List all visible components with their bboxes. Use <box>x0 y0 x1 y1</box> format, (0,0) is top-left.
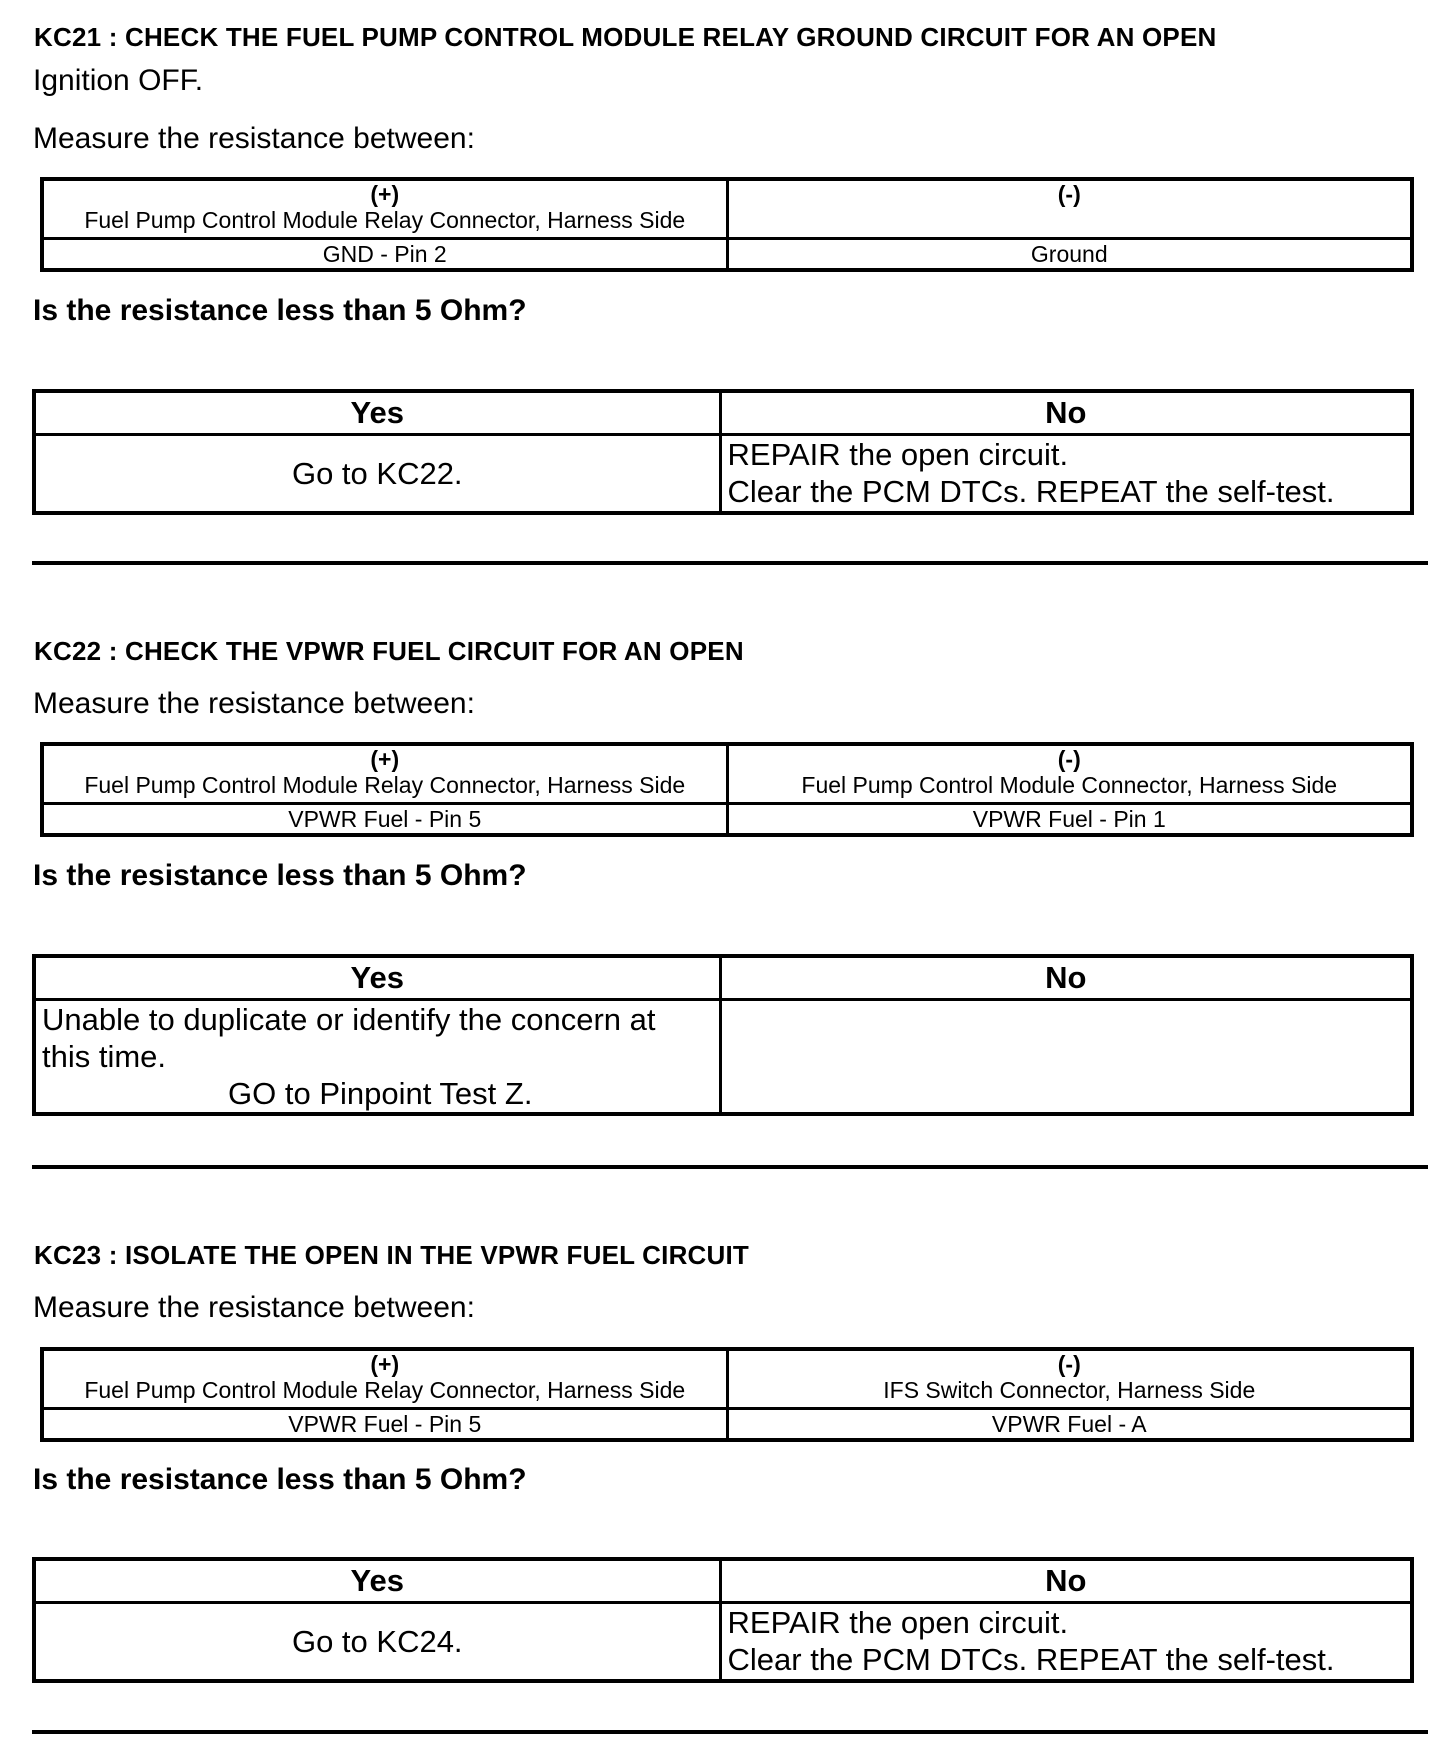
kc22-no-cell <box>720 1000 1412 1115</box>
kc21-plus-pin: GND - Pin 2 <box>42 239 727 271</box>
section-divider <box>32 1165 1428 1169</box>
kc23-measure-table <box>40 1347 1414 1442</box>
kc22-measure-table <box>40 742 1414 837</box>
kc22-answer-table <box>32 954 1414 1116</box>
kc22-yes-cell <box>34 1000 720 1115</box>
minus-sign: (-) <box>1057 746 1081 772</box>
kc22-plus-header <box>42 744 727 804</box>
kc22-measure-label: Measure the resistance between: <box>33 687 475 720</box>
minus-connector: Fuel Pump Control Module Connector, Harness Side <box>801 772 1338 798</box>
section-divider <box>32 561 1428 565</box>
kc22-minus-header <box>727 744 1412 804</box>
section-divider <box>32 1730 1428 1734</box>
kc23-measure-label: Measure the resistance between: <box>33 1291 475 1324</box>
kc22-title: KC22 : CHECK THE VPWR FUEL CIRCUIT FOR AN OPEN <box>34 636 744 666</box>
kc21-yes-cell <box>34 435 720 514</box>
kc21-no-line: Clear the PCM DTCs. REPEAT the self-test. <box>727 474 1335 509</box>
kc21-minus-pin: Ground <box>727 239 1412 271</box>
kc23-no-line: REPAIR the open circuit. <box>727 1605 1069 1640</box>
kc22-minus-pin: VPWR Fuel - Pin 1 <box>727 804 1412 836</box>
minus-connector: IFS Switch Connector, Harness Side <box>883 1377 1256 1403</box>
kc23-yes-line: Go to KC24. <box>291 1623 463 1659</box>
kc22-yes-line: GO to Pinpoint Test Z. <box>228 1076 533 1111</box>
kc21-intro: Ignition OFF. <box>33 64 204 97</box>
plus-sign: (+) <box>370 746 400 772</box>
kc23-yes-header: Yes <box>34 1559 720 1603</box>
kc21-minus-header <box>727 179 1412 239</box>
minus-sign: (-) <box>1057 1351 1081 1377</box>
kc23-minus-pin: VPWR Fuel - A <box>727 1409 1412 1441</box>
kc23-question: Is the resistance less than 5 Ohm? <box>33 1463 527 1496</box>
kc21-measure-table <box>40 177 1414 272</box>
kc22-no-header: No <box>720 956 1412 1000</box>
kc22-yes-line: Unable to duplicate or identify the concern at <box>42 1002 656 1037</box>
kc21-title: KC21 : CHECK THE FUEL PUMP CONTROL MODULE RELAY GROUND CIRCUIT FOR AN OPEN <box>34 22 1217 52</box>
kc23-plus-pin: VPWR Fuel - Pin 5 <box>42 1409 727 1441</box>
minus-sign: (-) <box>1057 181 1081 207</box>
kc21-no-line: REPAIR the open circuit. <box>727 437 1069 472</box>
kc23-yes-cell <box>34 1603 720 1682</box>
kc23-plus-header <box>42 1349 727 1409</box>
kc21-question: Is the resistance less than 5 Ohm? <box>33 294 527 327</box>
kc21-answer-table <box>32 389 1414 515</box>
kc23-answer-table <box>32 1557 1414 1683</box>
kc23-no-cell <box>720 1603 1412 1682</box>
kc21-measure-label: Measure the resistance between: <box>33 122 475 155</box>
kc23-minus-header <box>727 1349 1412 1409</box>
kc21-no-header: No <box>720 391 1412 435</box>
kc22-yes-line: this time. <box>42 1039 167 1074</box>
plus-connector: Fuel Pump Control Module Relay Connector, Harness Side <box>84 207 686 233</box>
kc23-no-line: Clear the PCM DTCs. REPEAT the self-test. <box>727 1642 1335 1677</box>
kc23-title: KC23 : ISOLATE THE OPEN IN THE VPWR FUEL CIRCUIT <box>34 1240 750 1270</box>
kc22-yes-header: Yes <box>34 956 720 1000</box>
kc21-plus-header <box>42 179 727 239</box>
kc22-plus-pin: VPWR Fuel - Pin 5 <box>42 804 727 836</box>
kc21-yes-line: Go to KC22. <box>291 455 463 491</box>
kc21-no-cell <box>720 435 1412 514</box>
plus-sign: (+) <box>370 1351 400 1377</box>
plus-connector: Fuel Pump Control Module Relay Connector, Harness Side <box>84 1377 686 1403</box>
kc22-question: Is the resistance less than 5 Ohm? <box>33 859 527 892</box>
plus-sign: (+) <box>370 181 400 207</box>
plus-connector: Fuel Pump Control Module Relay Connector, Harness Side <box>84 772 686 798</box>
kc23-no-header: No <box>720 1559 1412 1603</box>
kc21-yes-header: Yes <box>34 391 720 435</box>
